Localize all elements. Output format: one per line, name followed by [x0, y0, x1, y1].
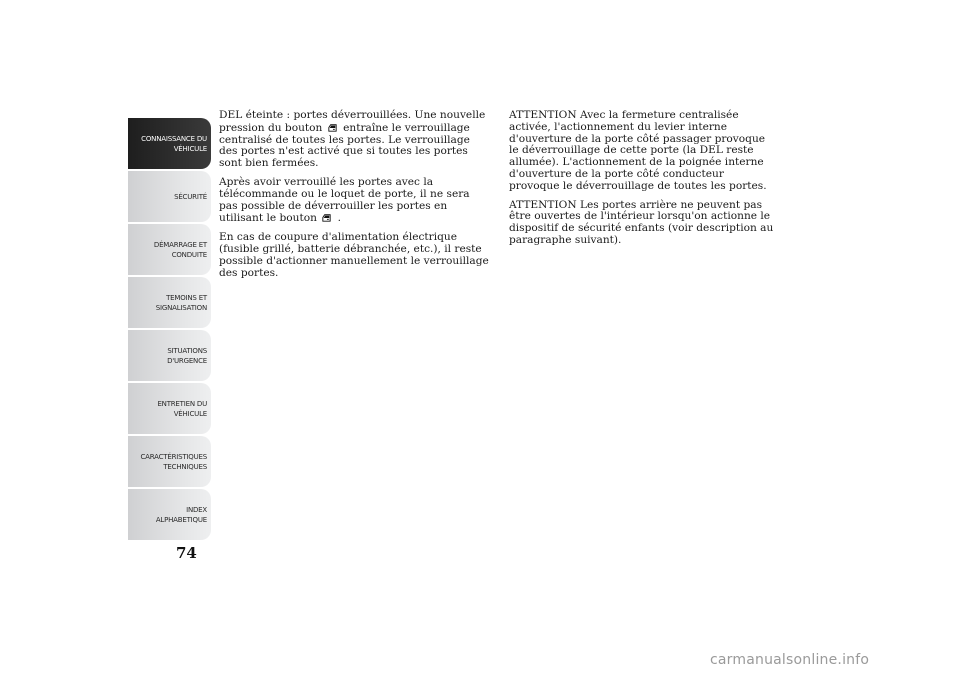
tab-label: DÉMARRAGE ET CONDUITE: [153, 240, 207, 259]
attention-note: ATTENTION Les portes arrière ne peuvent pas être ouvertes de l'intérieur lorsqu'on actionne le dispositif de sécurité enfants (voir description au paragraphe suivant).: [509, 198, 774, 246]
tab-label: SITUATIONS D'URGENCE: [167, 346, 207, 365]
paragraph: [219, 177, 491, 225]
tab-label: CONNAISSANCE DU VÉHICULE: [141, 134, 207, 153]
text-column-right: [509, 110, 774, 254]
paragraph: [219, 110, 491, 170]
tab-entretien-du-vehicule[interactable]: [128, 383, 211, 434]
page-number: 74: [176, 544, 197, 562]
tab-connaissance-du-vehicule[interactable]: [128, 118, 211, 169]
tab-label: INDEX ALPHABETIQUE: [155, 505, 207, 524]
tab-caracteristiques-techniques[interactable]: [128, 436, 211, 487]
tab-securite[interactable]: [128, 171, 211, 222]
paragraph: En cas de coupure d'alimentation électrique (fusible grillé, batterie débranchée, etc.), il reste possible d'actionner manuellement le verrouillage des portes.: [219, 231, 489, 279]
attention-note: ATTENTION Avec la fermeture centralisée activée, l'actionnement du levier interne d'ouverture de la porte côté passager provoque le déverrouillage de cette porte (la DEL reste allumée). L'actionnement de la poignée interne d'ouverture de la porte côté conducteur provoque le déverrouillage de toutes les portes.: [509, 109, 767, 192]
tab-temoins-et-signalisation[interactable]: [128, 277, 211, 328]
tab-demarrage-et-conduite[interactable]: [128, 224, 211, 275]
tab-situations-d-urgence[interactable]: [128, 330, 211, 381]
tab-index-alphabetique[interactable]: [128, 489, 211, 540]
watermark: carmanualsonline.info: [710, 652, 870, 668]
tab-label: CARACTÉRISTIQUES TECHNIQUES: [140, 452, 207, 471]
tab-label: TEMOINS ET SIGNALISATION: [155, 293, 207, 312]
paragraph-text: entraîne le verrouillage centralisé de toutes les portes. Le verrouillage des portes n'est activé que si toutes les portes sont bien fermées.: [219, 121, 470, 170]
tab-label: ENTRETIEN DU VÉHICULE: [157, 399, 207, 418]
text-column-left: [219, 110, 491, 286]
paragraph-text: Après avoir verrouillé les portes avec la télécommande ou le loquet de porte, il ne sera pas possible de déverrouiller les portes en utilisant le bouton: [219, 175, 470, 225]
paragraph-text: DEL éteinte : portes déverrouillées. Une nouvelle pression du bouton: [219, 109, 486, 134]
car-door-lock-icon: [327, 122, 338, 133]
tab-label: SÉCURITÉ: [174, 192, 207, 201]
car-door-lock-icon: [321, 212, 332, 223]
section-sidebar: [128, 118, 211, 542]
paragraph-text: .: [337, 212, 342, 225]
